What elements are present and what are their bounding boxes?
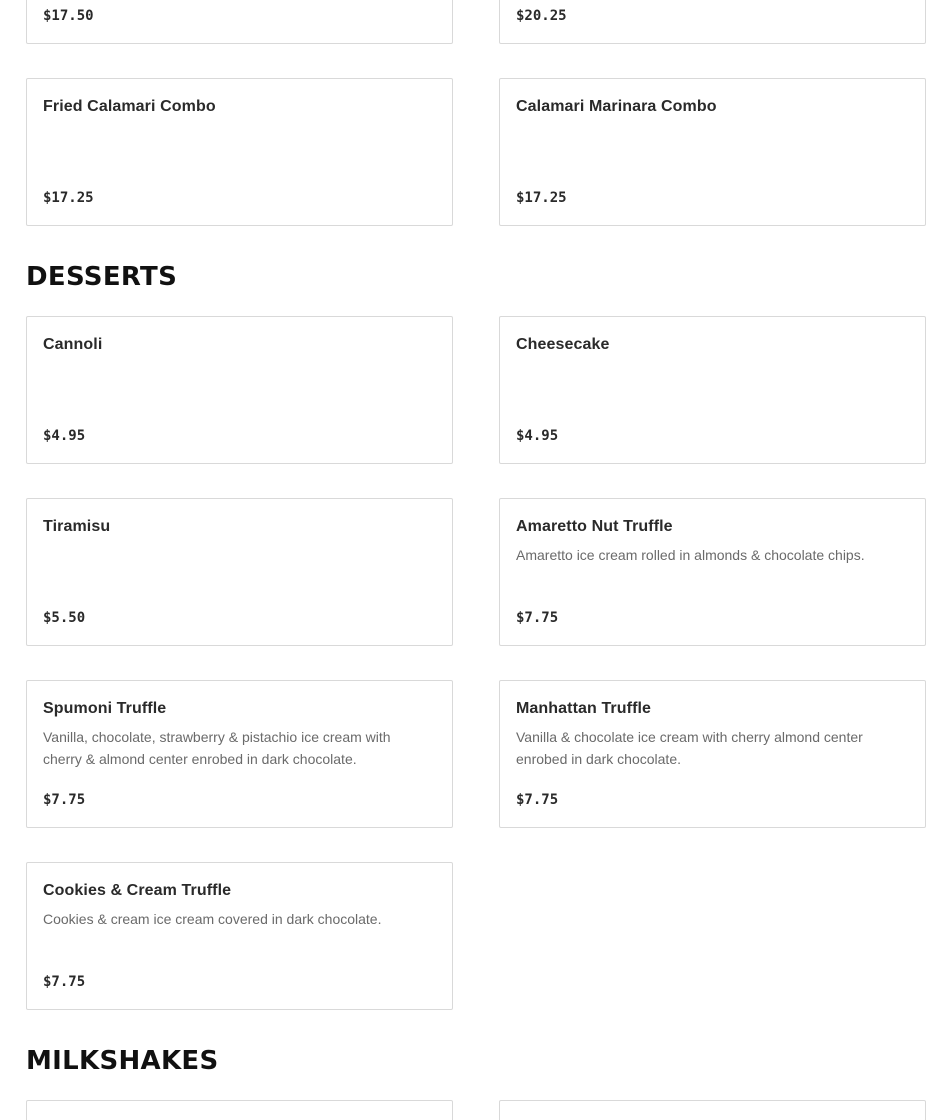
menu-item-description: Vanilla & chocolate ice cream with cherry almond center enrobed in dark chocolate. xyxy=(516,729,863,767)
menu-item-price: $4.95 xyxy=(43,428,86,444)
menu-item-price: $5.50 xyxy=(43,610,86,626)
menu-item-name: Cheesecake xyxy=(516,336,610,353)
menu-item-card-calamari-marinara-combo[interactable] xyxy=(499,78,926,226)
menu-item-description: Cookies & cream ice cream covered in dark chocolate. xyxy=(43,911,382,927)
menu-item-price: $7.75 xyxy=(516,610,559,626)
menu-item-name: Calamari Marinara Combo xyxy=(516,98,717,115)
menu-item-name: Cannoli xyxy=(43,336,103,353)
menu-item-price: $17.25 xyxy=(43,190,94,206)
menu-item-price: $7.75 xyxy=(516,792,559,808)
menu-item-price: $17.50 xyxy=(43,8,94,24)
menu-item-card-amaretto-nut-truffle[interactable] xyxy=(499,498,926,646)
menu-item-price: $7.75 xyxy=(43,974,86,990)
menu-item-price: $7.75 xyxy=(43,792,86,808)
menu-item-card-cannoli[interactable] xyxy=(26,316,453,464)
menu-item-card[interactable] xyxy=(499,0,926,44)
menu-item-name: Fried Calamari Combo xyxy=(43,98,216,115)
menu-item-card-fried-calamari-combo[interactable] xyxy=(26,78,453,226)
menu-item-card-cheesecake[interactable] xyxy=(499,316,926,464)
menu-item-description: Vanilla, chocolate, strawberry & pistachio ice cream with cherry & almond center enrobed in dark chocolate. xyxy=(43,729,391,767)
menu-item-price: $4.95 xyxy=(516,428,559,444)
menu-item-card[interactable] xyxy=(26,0,453,44)
section-heading-desserts: DESSERTS xyxy=(26,262,178,292)
menu-item-card[interactable] xyxy=(499,1100,926,1120)
menu-item-name: Tiramisu xyxy=(43,518,111,535)
menu-item-name: Manhattan Truffle xyxy=(516,700,652,717)
menu-item-card[interactable] xyxy=(26,1100,453,1120)
menu-item-card-spumoni-truffle[interactable] xyxy=(26,680,453,828)
menu-item-card-cookies-cream-truffle[interactable] xyxy=(26,862,453,1010)
menu-item-name: Cookies & Cream Truffle xyxy=(43,882,232,899)
section-heading-milkshakes: MILKSHAKES xyxy=(26,1046,219,1076)
menu-item-name: Amaretto Nut Truffle xyxy=(516,518,673,535)
menu-item-price: $20.25 xyxy=(516,8,567,24)
menu-item-price: $17.25 xyxy=(516,190,567,206)
menu-item-card-manhattan-truffle[interactable] xyxy=(499,680,926,828)
menu-item-description: Amaretto ice cream rolled in almonds & chocolate chips. xyxy=(516,547,865,563)
menu-item-card-tiramisu[interactable] xyxy=(26,498,453,646)
menu-item-name: Spumoni Truffle xyxy=(43,700,167,717)
